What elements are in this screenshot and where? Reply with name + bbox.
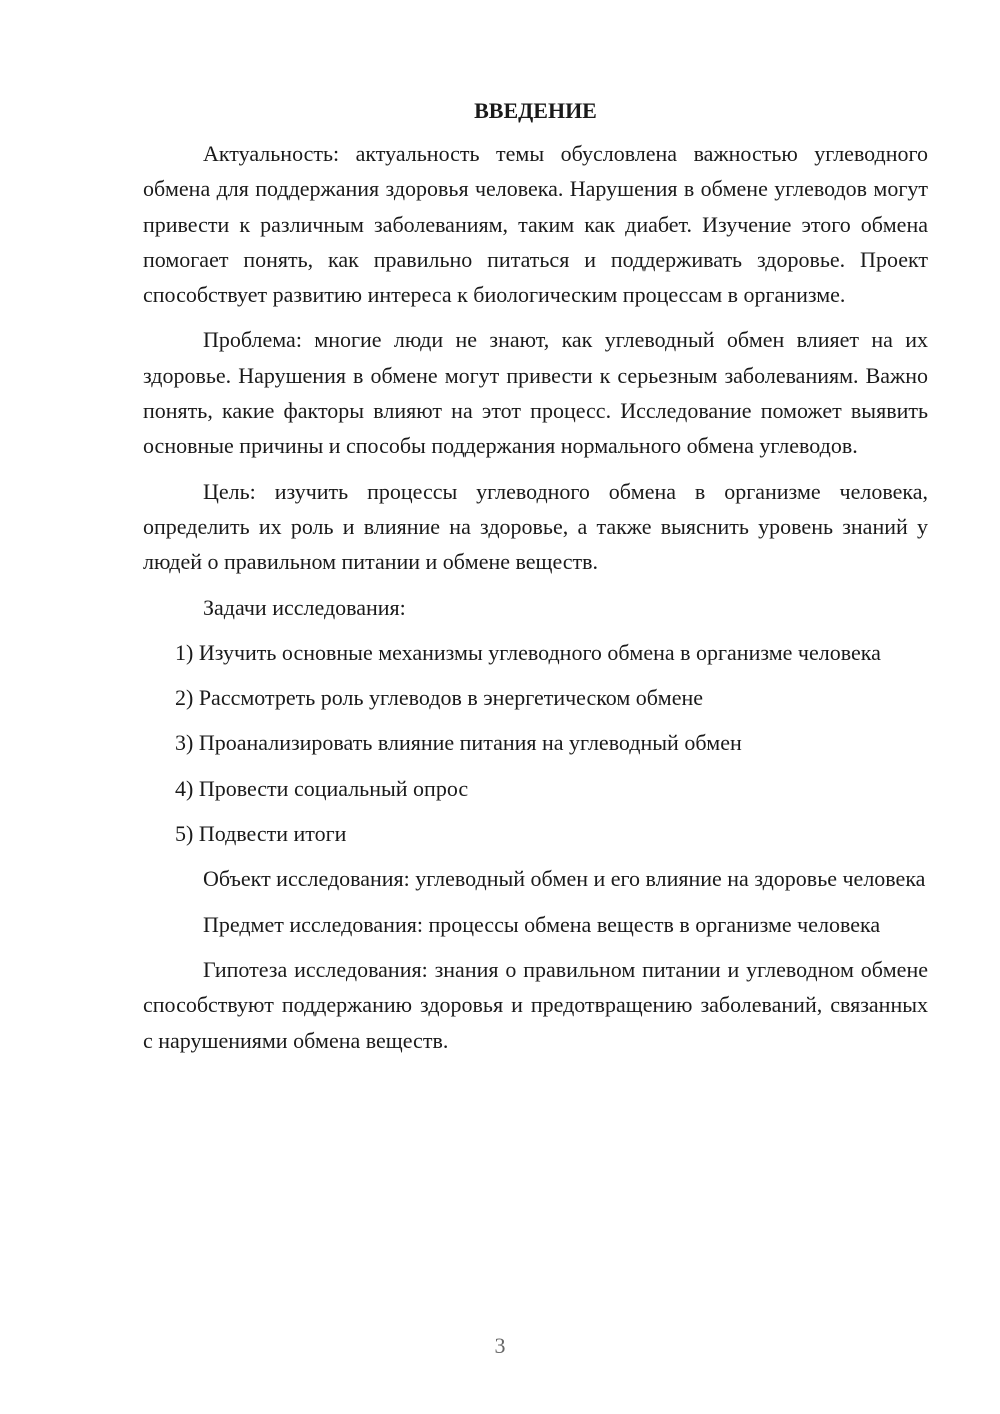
paragraph-goal: Цель: изучить процессы углеводного обмена в организме человека, определить их роль и влияние на здоровье, а также выяснить уровень знаний у людей о правильном питании и обмене веществ. — [143, 478, 928, 575]
task-item-1: 1) Изучить основные механизмы углеводного обмена в организме человека — [175, 639, 881, 665]
page-number: 3 — [494, 1333, 506, 1358]
page-content — [143, 96, 928, 1068]
paragraph-relevance: Актуальность: актуальность темы обусловлена важностью углеводного обмена для поддержания здоровья человека. Нарушения в обмене углеводов могут привести к различным заболеваниям, таким как диабет. Изучение этого обмена помогает понять, как правильно питаться и поддерживать здоровье. Проект способствует развитию интереса к биологическим процессам в организме. — [143, 141, 928, 308]
paragraph-hypothesis: Гипотеза исследования: знания о правильном питании и углеводном обмене способствуют поддержанию здоровья и предотвращению заболеваний, связанных с нарушениями обмена веществ. — [143, 956, 928, 1053]
task-item-4: 4) Провести социальный опрос — [175, 775, 469, 801]
paragraph-object: Объект исследования: углеводный обмен и его влияние на здоровье человека — [203, 866, 926, 892]
paragraph-problem: Проблема: многие люди не знают, как углеводный обмен влияет на их здоровье. Нарушения в обмене могут привести к серьезным заболеваниям. Важно понять, какие факторы влияют на этот процесс. Исследование поможет выявить основные причины и способы поддержания нормального обмена углеводов. — [143, 327, 928, 459]
paragraph-tasks-heading: Задачи исследования: — [203, 594, 406, 620]
paragraph-subject: Предмет исследования: процессы обмена веществ в организме человека — [203, 911, 881, 937]
page-title: ВВЕДЕНИЕ — [474, 98, 597, 123]
task-item-2: 2) Рассмотреть роль углеводов в энергетическом обмене — [175, 685, 704, 711]
task-item-5: 5) Подвести итоги — [175, 821, 347, 847]
task-item-3: 3) Проанализировать влияние питания на углеводный обмен — [175, 730, 742, 756]
